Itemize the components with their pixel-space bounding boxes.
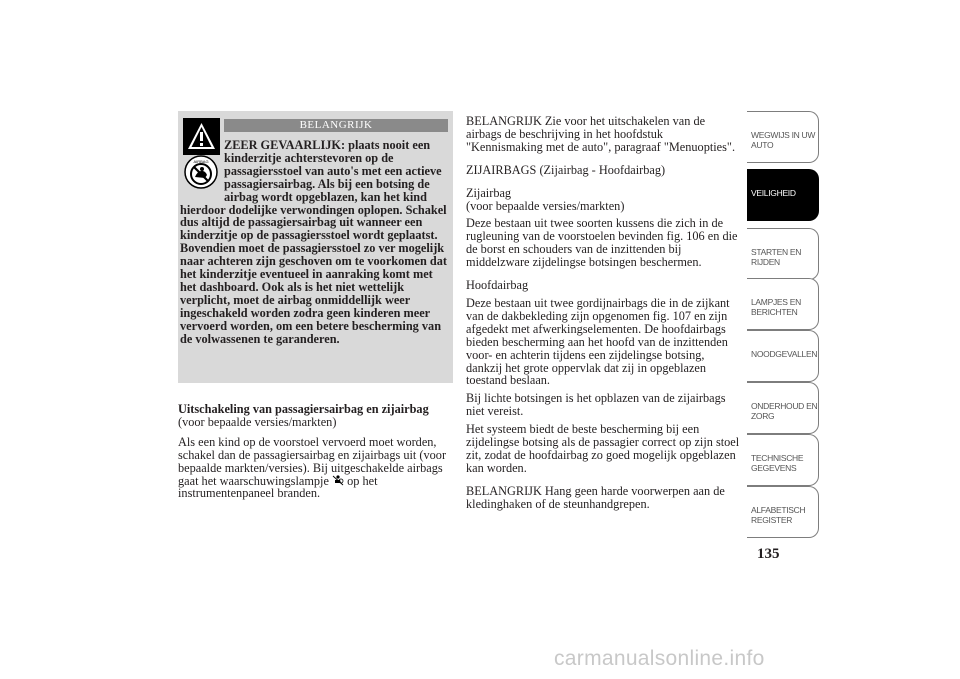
- tab-label: ALFABETISCH REGISTER: [751, 505, 806, 525]
- tab-label: TECHNISCHE GEGEVENS: [751, 453, 804, 473]
- watermark: carmanualsonline.info: [554, 647, 765, 670]
- paragraph: Deze bestaan uit twee soorten kussens die zich in de rugleuning van de voorstoelen bevinden fig. 106 en die de borst en schouders van de inzittenden bij middelzware zijdelingse botsingen beschermen.: [466, 216, 738, 270]
- warning-text-block: [180, 139, 448, 346]
- tab-lampjes[interactable]: [747, 278, 819, 330]
- subsection-title: Hoofdairbag: [466, 278, 529, 293]
- section-heading: Uitschakeling van passagiersairbag en zijairbag: [178, 402, 429, 416]
- tab-noodgevallen[interactable]: [747, 330, 819, 382]
- tab-label: LAMPJES EN BERICHTEN: [751, 297, 801, 317]
- left-column: [178, 403, 453, 500]
- tab-starten[interactable]: [747, 228, 819, 280]
- section-title: ZIJAIRBAGS (Zijairbag - Hoofdairbag): [466, 162, 666, 177]
- tab-register[interactable]: [747, 486, 819, 538]
- note-paragraph: BELANGRIJK Hang geen harde voorwerpen aan de kledinghaken of de steunhandgrepen.: [466, 483, 725, 511]
- section-subheading: (voor bepaalde versies/markten): [178, 414, 337, 429]
- right-column: [466, 115, 742, 511]
- tab-veiligheid[interactable]: [747, 169, 819, 221]
- paragraph: Het systeem biedt de beste bescherming bij een zijdelingse botsing als de passagier correct op zijn stoel zit, zodat de hoofdairbag zo goed mogelijk opgeblazen kan worden.: [466, 422, 740, 475]
- paragraph: Bij lichte botsingen is het opblazen van de zijairbags niet vereist.: [466, 391, 726, 419]
- tab-technische[interactable]: [747, 434, 819, 486]
- tab-label: VEILIGHEID: [751, 188, 796, 198]
- tab-onderhoud[interactable]: [747, 382, 819, 434]
- warning-header: BELANGRIJK: [224, 119, 448, 132]
- paragraph-text-b: op het instrumentenpaneel branden.: [178, 473, 378, 501]
- tab-label: WEGWIJS IN UW AUTO: [751, 130, 816, 150]
- warning-text: ZEER GEVAARLIJK: plaats nooit een kinderzitje achterstevoren op de passagiersstoel van auto's met een actieve passagiersairbag. Als bij een botsing de airbag wordt opgeblazen, kan het kind hierdoor dodelijke verwondingen oplopen. Schakel dus altijd de passagiersairbag uit wanneer een kinderzitje op de passagiersstoel wordt geplaatst. Bovendien moet de passagiersstoel zo ver mogelijk naar achteren zijn geschoven om te voorkomen dat het kinderzitje eventueel in aanraking komt met het dashboard. Ook als is het niet wettelijk verplicht, moet de airbag onmiddellijk weer ingeschakeld worden zodra geen kinderen meer vervoerd worden, om een betere bescherming van de volwassenen te garanderen.: [180, 138, 447, 346]
- paragraph-text-a: Als een kind op de voorstoel vervoerd moet worden, schakel dan de passagiersairbag en zijairbags uit (voor bepaalde markten/versies). Bij uitgeschakelde airbags gaat het waarschuwingslampje: [178, 434, 447, 488]
- airbag-off-lamp-icon: [332, 475, 344, 486]
- tab-label: STARTEN EN RIJDEN: [751, 247, 802, 267]
- airbag-badge-text: AIRBAG: [193, 159, 209, 164]
- paragraph: Deze bestaan uit twee gordijnairbags die in de zijkant van de dakbekleding zijn opgenomen fig. 107 en zijn afgedekt met afwerkingselementen. De hoofdairbags bieden bescherming aan het hoofd van de inzittenden voor- en achterin tijdens een zijdelingse botsing, dankzij het grote oppervlak dat zij in opgeblazen toestand beslaan.: [466, 295, 730, 388]
- paragraph: [178, 436, 453, 501]
- subsection-sub: (voor bepaalde versies/markten): [466, 198, 625, 213]
- note-paragraph: BELANGRIJK Zie voor het uitschakelen van de airbags de beschrijving in het hoofdstuk "Kennismaking met de auto", paragraaf "Menuopties".: [466, 114, 736, 154]
- tab-label: NOODGEVALLEN: [751, 349, 818, 359]
- subsection-title: Zijairbag: [466, 185, 512, 200]
- tab-label: ONDERHOUD EN ZORG: [751, 401, 818, 421]
- tab-wegwijs[interactable]: [747, 111, 819, 163]
- page-number: 135: [757, 546, 780, 562]
